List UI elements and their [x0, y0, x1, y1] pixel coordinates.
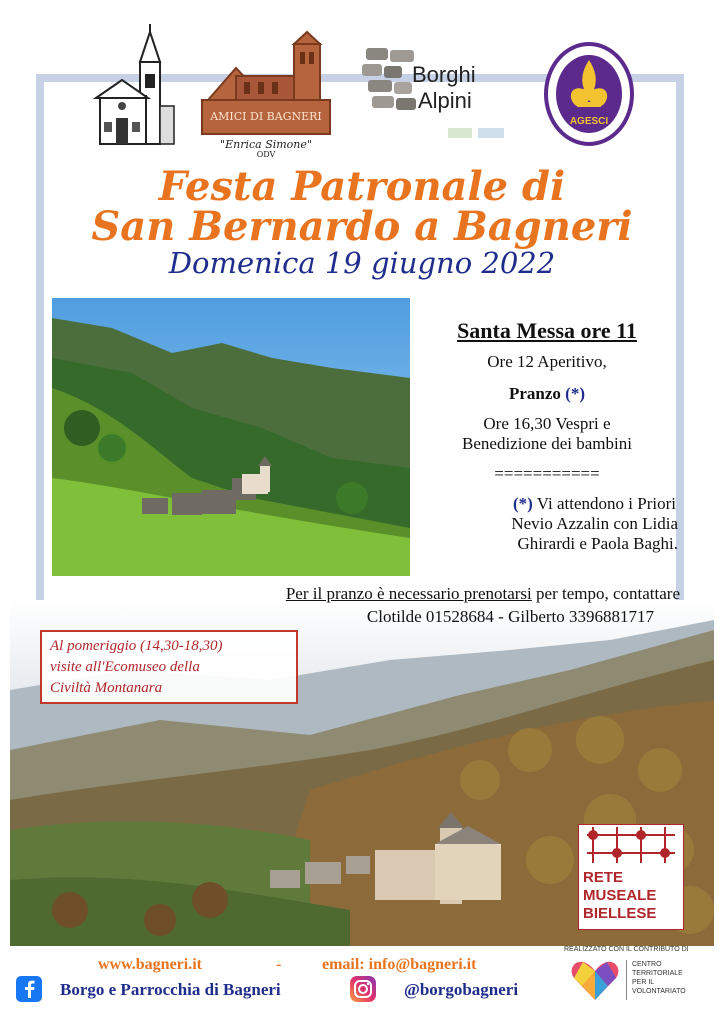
email-link[interactable]: email: info@bagneri.it: [322, 956, 477, 973]
afternoon-box: [40, 630, 298, 704]
instagram-handle[interactable]: @borgobagneri: [404, 980, 519, 999]
csv-line-1: CENTRO: [632, 961, 662, 968]
rete-museale-logo: [578, 824, 684, 930]
program-info: [416, 318, 678, 554]
booking-line-1: [80, 584, 680, 604]
borghi-alpini-logo: [362, 42, 512, 146]
afternoon-line-2: visite all'Ecomuseo della: [50, 659, 200, 675]
church-sketch-logo: [92, 22, 176, 148]
pranzo-asterisk: (*): [565, 384, 585, 403]
facebook-icon[interactable]: [16, 976, 42, 1002]
event-date: Domenica 19 giugno 2022: [168, 246, 556, 280]
title-line-2: San Bernardo a Bagneri: [91, 203, 633, 250]
afternoon-line-1: Al pomeriggio (14,30-18,30): [50, 638, 223, 654]
heart-logo-icon: [570, 958, 620, 1002]
vespri: Ore 16,30 Vespri e: [483, 414, 611, 433]
csv-line-2: TERRITORIALE: [632, 970, 683, 977]
booking-required: Per il pranzo è necessario prenotarsi: [285, 584, 532, 603]
amici-odv: ODV: [256, 150, 276, 159]
amici-name: AMICI DI BAGNERI: [210, 110, 322, 123]
grid-dots-icon: [579, 825, 683, 865]
amici-subtitle: "Enrica Simone": [220, 138, 312, 151]
csv-line-3: PER IL: [632, 979, 655, 986]
rete-line-3: BIELLESE: [583, 905, 657, 922]
amici-di-bagneri-logo: [196, 30, 336, 160]
contributo-label: REALIZZATO CON IL CONTRIBUTO DI: [564, 946, 689, 953]
facebook-page[interactable]: Borgo e Parrocchia di Bagneri: [60, 980, 281, 999]
afternoon-line-3: Civiltà Montanara: [50, 680, 163, 696]
csv-text: [632, 960, 686, 996]
booking-contact-intro: per tempo, contattare: [531, 584, 680, 603]
note-text-1: Vi attendono i Priori: [536, 494, 676, 513]
booking-contacts: Clotilde 01528684 - Gilberto 3396881717: [366, 607, 654, 626]
pranzo-line: [416, 384, 678, 404]
website-link[interactable]: www.bagneri.it: [98, 956, 202, 973]
alpini-text: Alpini: [418, 88, 472, 113]
aperitivo: Ore 12 Aperitivo,: [487, 352, 607, 371]
csv-divider: [626, 960, 627, 1000]
rete-line-1: RETE: [583, 869, 624, 886]
santa-messa: Santa Messa ore 11: [457, 318, 637, 343]
pranzo: Pranzo: [508, 384, 561, 403]
title-line-1: Festa Patronale di: [158, 163, 566, 210]
partner-small-logos: [448, 126, 508, 140]
agesci-logo: [544, 42, 634, 146]
amici-building-icon: [196, 30, 336, 140]
csv-line-4: VOLONTARIATO: [632, 988, 686, 995]
village-photo: [52, 298, 410, 576]
benedizione: Benedizione dei bambini: [462, 434, 632, 453]
rete-line-2: MUSEALE: [583, 887, 657, 904]
note-line-2: Nevio Azzalin con Lidia: [511, 514, 678, 533]
agesci-text: AGESCI: [569, 116, 609, 127]
note-line-3: Ghirardi e Paola Baghi.: [517, 534, 678, 553]
instagram-icon[interactable]: [350, 976, 376, 1002]
borghi-text: Borghi: [412, 62, 476, 87]
note-line-1: [416, 494, 678, 514]
note-asterisk: (*): [513, 494, 533, 513]
footer-dash: -: [276, 956, 282, 973]
footer: [0, 946, 724, 1024]
separator: ===========: [494, 464, 600, 483]
